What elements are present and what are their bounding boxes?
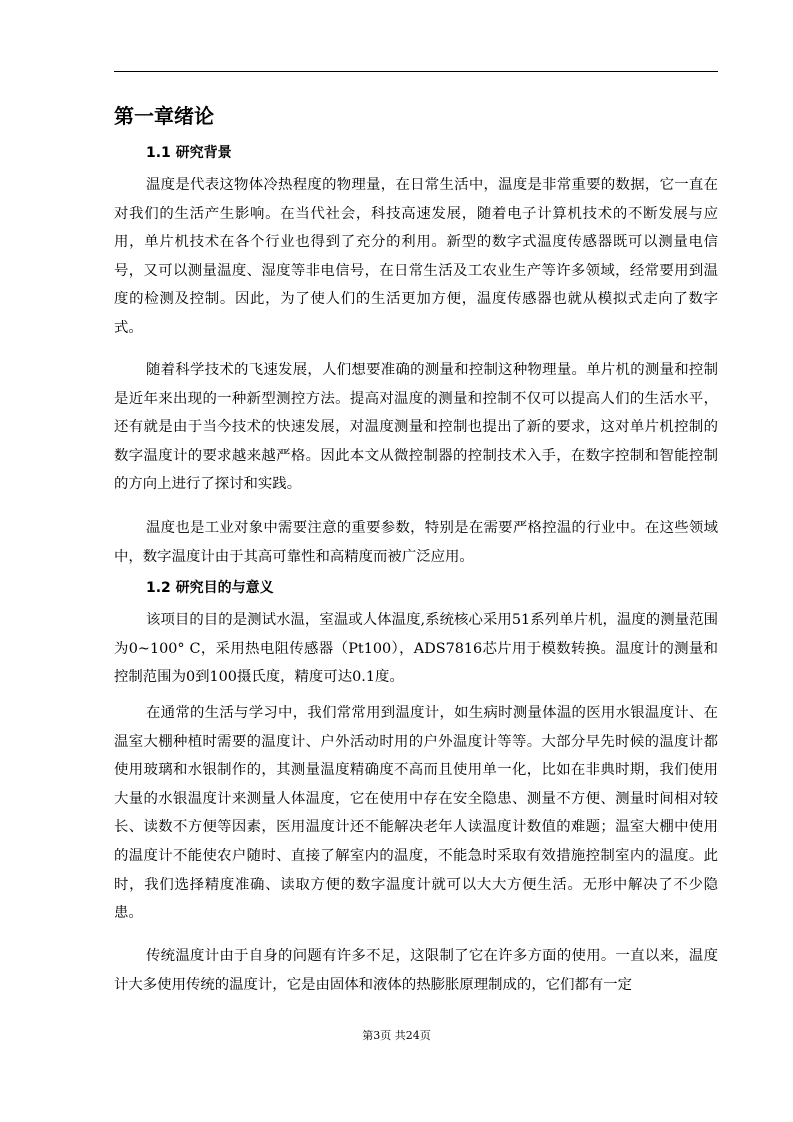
section-heading-1-1: 1.1 研究背景 xyxy=(146,145,232,161)
chapter-title: 第一章绪论 xyxy=(114,104,214,128)
paragraph: 随着科学技术的飞速发展，人们想要准确的测量和控制这种物理量。单片机的测量和控制是近年来出现的一种新型测控方法。提高对温度的测量和控制不仅可以提高人们的生活水平，还有就是由于当今技术的快速发展，对温度测量和控制也提出了新的要求，这对单片机控制的数字温度计的要求越来越严格。因此本文从微控制器的控制技术入手，在数字控制和智能控制的方向上进行了探讨和实践。 xyxy=(114,362,718,493)
section-heading-1-2: 1.2 研究目的与意义 xyxy=(146,580,274,596)
header-rule xyxy=(114,71,718,72)
page-footer: 第3页 共24页 xyxy=(362,1029,431,1042)
paragraph: 在通常的生活与学习中，我们常常用到温度计，如生病时测量体温的医用水银温度计、在温室大棚种植时需要的温度计、户外活动时用的户外温度计等等。大部分早先时候的温度计都使用玻璃和水银制作的，其测量温度精确度不高而且使用单一化，比如在非典时期，我们使用大量的水银温度计来测量人体温度，它在使用中存在安全隐患、测量不方便、测量时间相对较长、读数不方便等因素，医用温度计还不能解决老年人读温度计数值的难题；温室大棚中使用的温度计不能使农户随时、直接了解室内的温度，不能急时采取有效措施控制室内的温度。此时，我们选择精度准确、读取方便的数字温度计就可以大大方便生活。无形中解决了不少隐患。 xyxy=(114,705,718,922)
paragraph: 传统温度计由于自身的问题有许多不足，这限制了它在许多方面的使用。一直以来，温度计大多使用传统的温度计，它是由固体和液体的热膨胀原理制成的，它们都有一定 xyxy=(114,948,718,993)
paragraph: 该项目的目的是测试水温，室温或人体温度,系统核心采用51系列单片机，温度的测量范围为0~100° C，采用热电阻传感器（Pt100），ADS7816芯片用于模数转换。温度计的测量和控制范围为0到100摄氏度，精度可达0.1度。 xyxy=(114,612,718,686)
paragraph: 温度是代表这物体冷热程度的物理量，在日常生活中，温度是非常重要的数据，它一直在对我们的生活产生影响。在当代社会，科技高速发展，随着电子计算机技术的不断发展与应用，单片机技术在各个行业也得到了充分的利用。新型的数字式温度传感器既可以测量电信号，又可以测量温度、湿度等非电信号，在日常生活及工农业生产等许多领域，经常要用到温度的检测及控制。因此，为了使人们的生活更加方便，温度传感器也就从模拟式走向了数字式。 xyxy=(114,177,718,336)
paragraph: 温度也是工业对象中需要注意的重要参数，特别是在需要严格控温的行业中。在这些领域中，数字温度计由于其高可靠性和高精度而被广泛应用。 xyxy=(114,520,718,565)
